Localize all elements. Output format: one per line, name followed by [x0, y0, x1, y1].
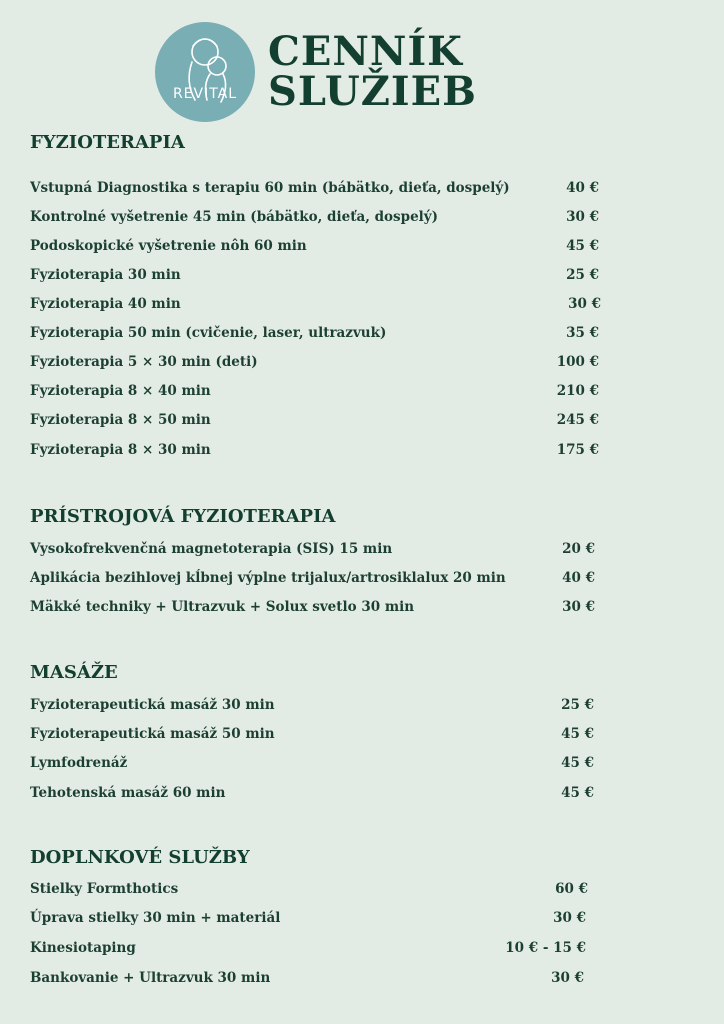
service-price: 210 €: [556, 383, 599, 399]
service-name: Kinesiotaping: [30, 940, 136, 956]
service-name: Tehotenská masáž 60 min: [30, 785, 226, 801]
service-name: Lymfodrenáž: [30, 755, 128, 771]
service-name: Fyzioterapia 30 min: [30, 267, 181, 283]
service-price: 30 €: [553, 910, 586, 926]
section-title-pristrojova: PRÍSTROJOVÁ FYZIOTERAPIA: [30, 506, 336, 527]
service-name: Mäkké techniky + Ultrazvuk + Solux svetlo 30 min: [30, 599, 415, 615]
service-price: 175 €: [556, 442, 599, 458]
service-price: 20 €: [562, 541, 595, 557]
service-name: Vstupná Diagnostika s terapiu 60 min (bábätko, dieťa, dospelý): [30, 180, 510, 196]
service-name: Fyzioterapeutická masáž 50 min: [30, 726, 275, 742]
section-title-doplnkove: DOPLNKOVÉ SLUŽBY: [30, 847, 250, 868]
section-title-masaze: MASÁŽE: [30, 662, 118, 683]
service-name: Fyzioterapia 8 × 30 min: [30, 442, 211, 458]
service-price: 45 €: [566, 238, 599, 254]
section-title-fyzioterapia: FYZIOTERAPIA: [30, 132, 185, 153]
service-name: Aplikácia bezihlovej kĺbnej výplne trijalux/artrosiklalux 20 min: [30, 570, 506, 586]
service-name: Stielky Formthotics: [30, 881, 179, 897]
service-name: Kontrolné vyšetrenie 45 min (bábätko, dieťa, dospelý): [30, 209, 439, 225]
service-price: 245 €: [556, 412, 599, 428]
service-price: 10 € - 15 €: [505, 940, 586, 956]
service-price: 45 €: [561, 755, 594, 771]
service-name: Vysokofrekvenčná magnetoterapia (SIS) 15 min: [30, 541, 393, 557]
service-name: Bankovanie + Ultrazvuk 30 min: [30, 970, 271, 986]
title-line-2: SLUŽIEB: [268, 68, 477, 115]
service-price: 45 €: [561, 785, 594, 801]
service-price: 100 €: [556, 354, 599, 370]
service-price: 45 €: [561, 726, 594, 742]
service-name: Podoskopické vyšetrenie nôh 60 min: [30, 238, 307, 254]
service-price: 35 €: [566, 325, 599, 341]
service-price: 40 €: [562, 570, 595, 586]
mother-child-icon: [155, 22, 255, 122]
service-price: 30 €: [551, 970, 584, 986]
page-title: [268, 28, 477, 115]
service-name: Fyzioterapeutická masáž 30 min: [30, 697, 275, 713]
revital-logo: [155, 22, 255, 122]
title-line-1: CENNÍK: [268, 28, 463, 75]
service-name: Fyzioterapia 8 × 50 min: [30, 412, 211, 428]
service-name: Fyzioterapia 40 min: [30, 296, 181, 312]
service-price: 25 €: [566, 267, 599, 283]
service-price: 30 €: [566, 209, 599, 225]
service-price: 60 €: [555, 881, 588, 897]
service-name: Úprava stielky 30 min + materiál: [30, 910, 281, 926]
service-price: 30 €: [568, 296, 601, 312]
service-price: 40 €: [566, 180, 599, 196]
service-price: 30 €: [562, 599, 595, 615]
service-name: Fyzioterapia 5 × 30 min (deti): [30, 354, 258, 370]
service-price: 25 €: [561, 697, 594, 713]
service-name: Fyzioterapia 8 × 40 min: [30, 383, 211, 399]
logo-text: REVITAL: [172, 86, 238, 102]
service-name: Fyzioterapia 50 min (cvičenie, laser, ultrazvuk): [30, 325, 387, 341]
